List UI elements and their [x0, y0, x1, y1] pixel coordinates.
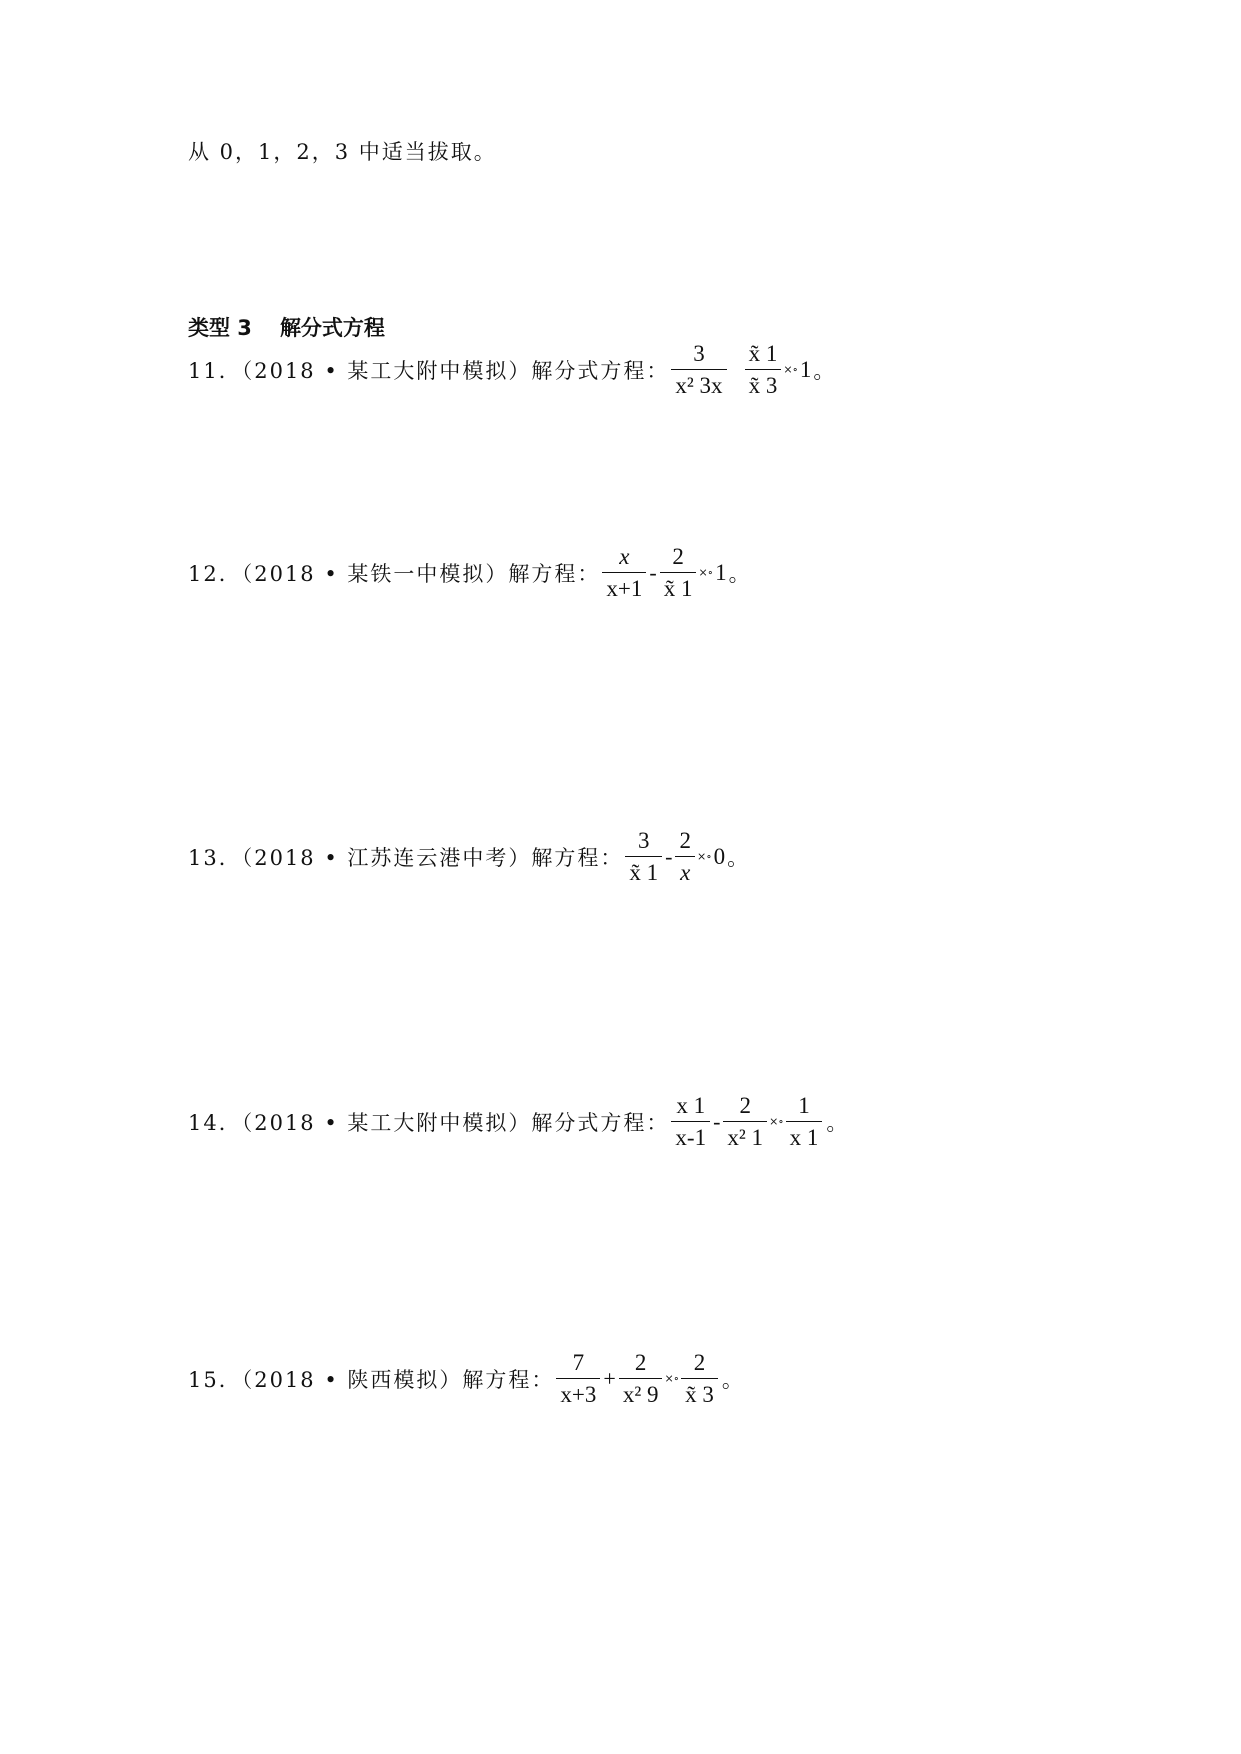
minus-sign: - — [665, 843, 673, 869]
denominator: x+1 — [606, 576, 643, 602]
fraction — [675, 828, 695, 886]
numerator: x — [619, 544, 630, 569]
equals-mark: ×∘ — [696, 850, 712, 864]
rhs-value: 1 — [715, 559, 727, 585]
numerator: 2 — [739, 1093, 751, 1118]
fraction — [602, 544, 646, 602]
problem-11-text: 11．（2018 • 某工大附中模拟）解分式方程： — [188, 358, 670, 383]
denominator: x̃ 1 — [663, 576, 693, 602]
problem-13 — [188, 828, 748, 886]
minus-sign: - — [713, 1108, 721, 1134]
period: 。 — [826, 1110, 848, 1135]
rhs-value: 1 — [799, 356, 812, 382]
numerator: 2 — [679, 828, 691, 853]
problem-12 — [188, 544, 750, 602]
period: 。 — [721, 1367, 743, 1392]
fraction — [745, 341, 782, 399]
denominator: x̃ 3 — [685, 1382, 714, 1408]
problem-15 — [188, 1350, 743, 1408]
section-title: 解分式方程 — [279, 316, 385, 340]
fraction — [556, 1350, 600, 1408]
numerator: 3 — [638, 828, 650, 853]
numerator: 7 — [572, 1350, 585, 1375]
fraction — [671, 1093, 710, 1151]
denominator: x² 9 — [622, 1382, 659, 1408]
denominator: x+3 — [560, 1382, 597, 1408]
period: 。 — [813, 358, 835, 383]
period: 。 — [727, 845, 749, 870]
equals-mark: ×∘ — [698, 566, 714, 580]
problem-11 — [188, 341, 834, 399]
numerator: 2 — [672, 544, 684, 569]
equals-mark: ×∘ — [664, 1372, 680, 1386]
rhs-value: 0 — [713, 843, 726, 869]
problem-13-text: 13．（2018 • 江苏连云港中考）解方程： — [188, 845, 624, 870]
numerator: 1 — [798, 1093, 810, 1118]
numerator: x 1 — [676, 1093, 706, 1118]
fraction — [619, 1350, 663, 1408]
fraction — [786, 1093, 823, 1151]
equals-mark: ×∘ — [783, 363, 798, 377]
denominator: x² 3x — [675, 373, 723, 399]
denominator: x — [680, 860, 691, 886]
fraction — [671, 341, 726, 399]
fraction — [660, 544, 697, 602]
denominator: x² 1 — [727, 1125, 764, 1151]
problem-15-text: 15．（2018 • 陕西模拟）解方程： — [188, 1367, 555, 1392]
equals-mark: ×∘ — [769, 1115, 784, 1129]
fraction — [681, 1350, 718, 1408]
denominator: x̃ 3 — [748, 373, 778, 399]
problem-14-text: 14．（2018 • 某工大附中模拟）解分式方程： — [188, 1110, 670, 1135]
numerator: 2 — [693, 1350, 706, 1375]
section-heading — [188, 312, 385, 342]
denominator: x-1 — [675, 1125, 707, 1151]
problem-14 — [188, 1093, 847, 1151]
section-type: 类型 3 — [188, 316, 252, 340]
denominator: x̃ 1 — [629, 860, 659, 886]
problem-12-text: 12．（2018 • 某铁一中模拟）解方程： — [188, 561, 601, 586]
minus-sign: - — [649, 559, 657, 585]
fraction — [625, 828, 662, 886]
numerator: 2 — [634, 1350, 647, 1375]
fraction — [723, 1093, 767, 1151]
numerator: 3 — [693, 341, 705, 366]
intro-line: 从 0，1，2，3 中适当拔取。 — [188, 140, 497, 164]
plus-sign: + — [603, 1365, 616, 1391]
period: 。 — [728, 561, 750, 586]
numerator: x̃ 1 — [748, 341, 778, 366]
denominator: x 1 — [789, 1125, 819, 1151]
